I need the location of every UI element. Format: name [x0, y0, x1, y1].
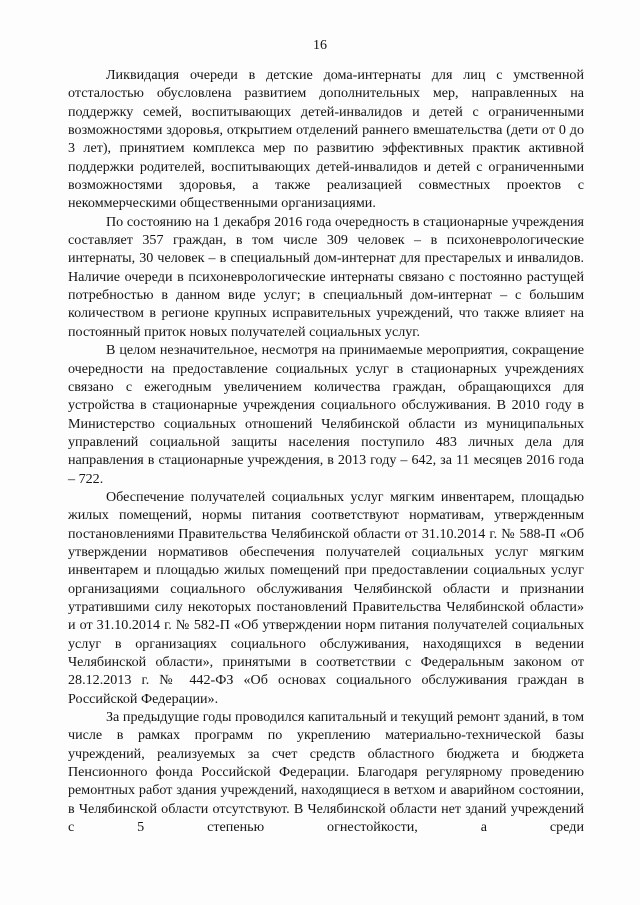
document-body — [68, 66, 584, 836]
paragraph-building-repairs: За предыдущие годы проводился капитальный и текущий ремонт зданий, в том числе в рамках программ по укреплению материально-технической базы учреждений, реализуемых за счет средств областного бюджета и бюджета Пенсионного фонда Российской Федерации. Благодаря регулярному проведению ремонтных работ здания учреждений, находящиеся в ветхом и аварийном состоянии, в Челябинской области отсутствуют. В Челябинской области нет зданий учреждений с 5 степенью огнестойкости, а среди — [68, 709, 584, 836]
paragraph-provision-norms: Обеспечение получателей социальных услуг мягким инвентарем, площадью жилых помещений, нормы питания соответствуют нормативам, утвержденным постановлениями Правительства Челябинской области от 31.10.2014 г. № 588-П «Об утверждении нормативов обеспечения получателей социальных услуг мягким инвентарем и площадью жилых помещений при предоставлении социальных услуг организациями социального обслуживания Челябинской области и признании утратившими силу некоторых постановлений Правительства Челябинской области» и от 31.10.2014 г. № 582-П «Об утверждении норм питания получателей социальных услуг в организациях социального обслуживания, находящихся в ведении Челябинской области», принятыми в соответствии с Федеральным законом от 28.12.2013 г. № 442-ФЗ «Об основах социального обслуживания граждан в Российской Федерации». — [68, 488, 584, 707]
paragraph-queue-status: По состоянию на 1 декабря 2016 года очередность в стационарные учреждения составляет 357 граждан, в том числе 309 человек – в психоневрологические интернаты, 30 человек – в специальный дом-интернат для престарелых и инвалидов. Наличие очереди в психоневрологические интернаты связано с постоянно растущей потребностью в данном виде услуг; в специальный дом-интернат – с большим количеством в регионе крупных исправительных учреждений, что также влияет на постоянный приток новых получателей социальных услуг. — [68, 213, 584, 340]
page-number: 16 — [313, 38, 327, 53]
paragraph-queue-reduction: В целом незначительное, несмотря на принимаемые мероприятия, сокращение очередности на предоставление социальных услуг в стационарных учреждениях связано с ежегодным увеличением количества граждан, обращающихся для устройства в стационарные учреждения социального обслуживания. В 2010 году в Министерство социальных отношений Челябинской области из муниципальных управлений социальной защиты населения поступило 483 личных дела для направления в стационарные учреждения, в 2013 году – 642, за 11 месяцев 2016 года – 722. — [68, 342, 584, 487]
paragraph-queue-liquidation: Ликвидация очереди в детские дома-интернаты для лиц с умственной отсталостью обусловлена развитием дополнительных мер, направленных на поддержку семей, воспитывающих детей-инвалидов и детей с ограниченными возможностями здоровья, открытием отделений раннего вмешательства (дети от 0 до 3 лет), принятием комплекса мер по развитию эффективных практик активной поддержки родителей, воспитывающих детей-инвалидов и детей с ограниченными возможностями здоровья, а также реализацией совместных проектов с некоммерческими общественными организациями. — [68, 67, 584, 212]
